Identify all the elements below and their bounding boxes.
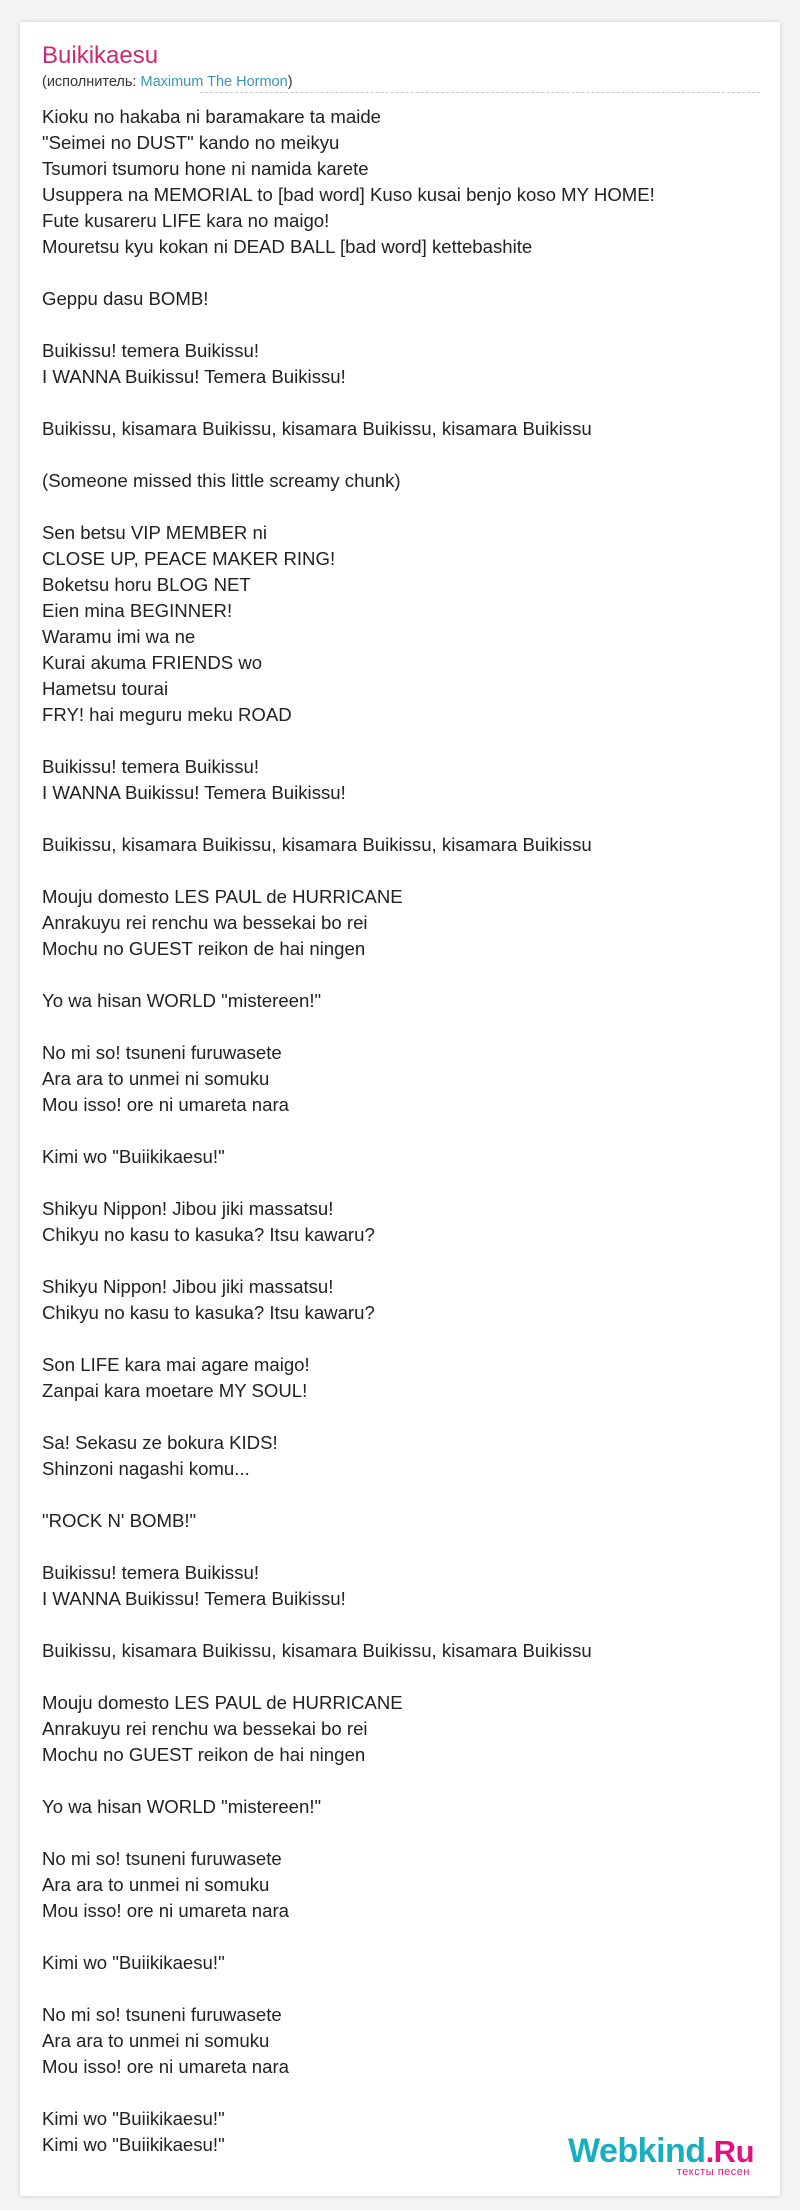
artist-link[interactable]: Maximum The Hormon	[140, 74, 288, 90]
logo-wordmark	[568, 2133, 754, 2170]
header-divider	[200, 92, 760, 93]
lyrics-card	[20, 22, 780, 2196]
artist-suffix: )	[287, 74, 293, 90]
logo-tld: .Ru	[705, 2134, 754, 2169]
artist-line	[42, 73, 293, 91]
logo-name: Webkind	[568, 2132, 706, 2170]
song-title: Buikikaesu	[42, 42, 159, 69]
logo-tagline: тексты песен	[676, 2166, 750, 2178]
artist-prefix: (исполнитель:	[42, 74, 141, 90]
lyrics-text: Kioku no hakaba ni baramakare ta maide "Seimei no DUST" kando no meikyu Tsumori tsumoru hone ni namida karete Usuppera na MEMORIAL to [bad word] Kuso kusai benjo koso MY HOME! Fute kusareru LIFE kara no maigo! Mouretsu kyu kokan ni DEAD BALL [bad word] kettebashite Geppu dasu BOMB! Buikissu! temera Buikissu! I WANNA Buikissu! Temera Buikissu! Buikissu, kisamara Buikissu, kisamara Buikissu, kisamara Buikissu (Someone missed this little screamy chunk) Sen betsu VIP MEMBER ni CLOSE UP, PEACE MAKER RING! Boketsu horu BLOG NET Eien mina BEGINNER! Waramu imi wa ne Kurai akuma FRIENDS wo Hametsu tourai FRY! hai meguru meku ROAD Buikissu! temera Buikissu! I WANNA Buikissu! Temera Buikissu! Buikissu, kisamara Buikissu, kisamara Buikissu, kisamara Buikissu Mouju domesto LES PAUL de HURRICANE Anrakuyu rei renchu wa bessekai bo rei Mochu no GUEST reikon de hai ningen Yo wa hisan WORLD "mistereen!" No mi so! tsuneni furuwasete Ara ara to unmei ni somuku Mou isso! ore ni umareta nara Kimi wo "Buiikikaesu!" Shikyu Nippon! Jibou jiki massatsu! Chikyu no kasu to kasuka? Itsu kawaru? Shikyu Nippon! Jibou jiki massatsu! Chikyu no kasu to kasuka? Itsu kawaru? Son LIFE kara mai agare maigo! Zanpai kara moetare MY SOUL! Sa! Sekasu ze bokura KIDS! Shinzoni nagashi komu... "ROCK N' BOMB!" Buikissu! temera Buikissu! I WANNA Buikissu! Temera Buikissu! Buikissu, kisamara Buikissu, kisamara Buikissu, kisamara Buikissu Mouju domesto LES PAUL de HURRICANE Anrakuyu rei renchu wa bessekai bo rei Mochu no GUEST reikon de hai ningen Yo wa hisan WORLD "mistereen!" No mi so! tsuneni furuwasete Ara ara to unmei ni somuku Mou isso! ore ni umareta nara Kimi wo "Buiikikaesu!" No mi so! tsuneni furuwasete Ara ara to unmei ni somuku Mou isso! ore ni umareta nara Kimi wo "Buiikikaesu!" Kimi wo "Buiikikaesu!"	[42, 106, 655, 2155]
site-logo[interactable]	[568, 2133, 754, 2178]
